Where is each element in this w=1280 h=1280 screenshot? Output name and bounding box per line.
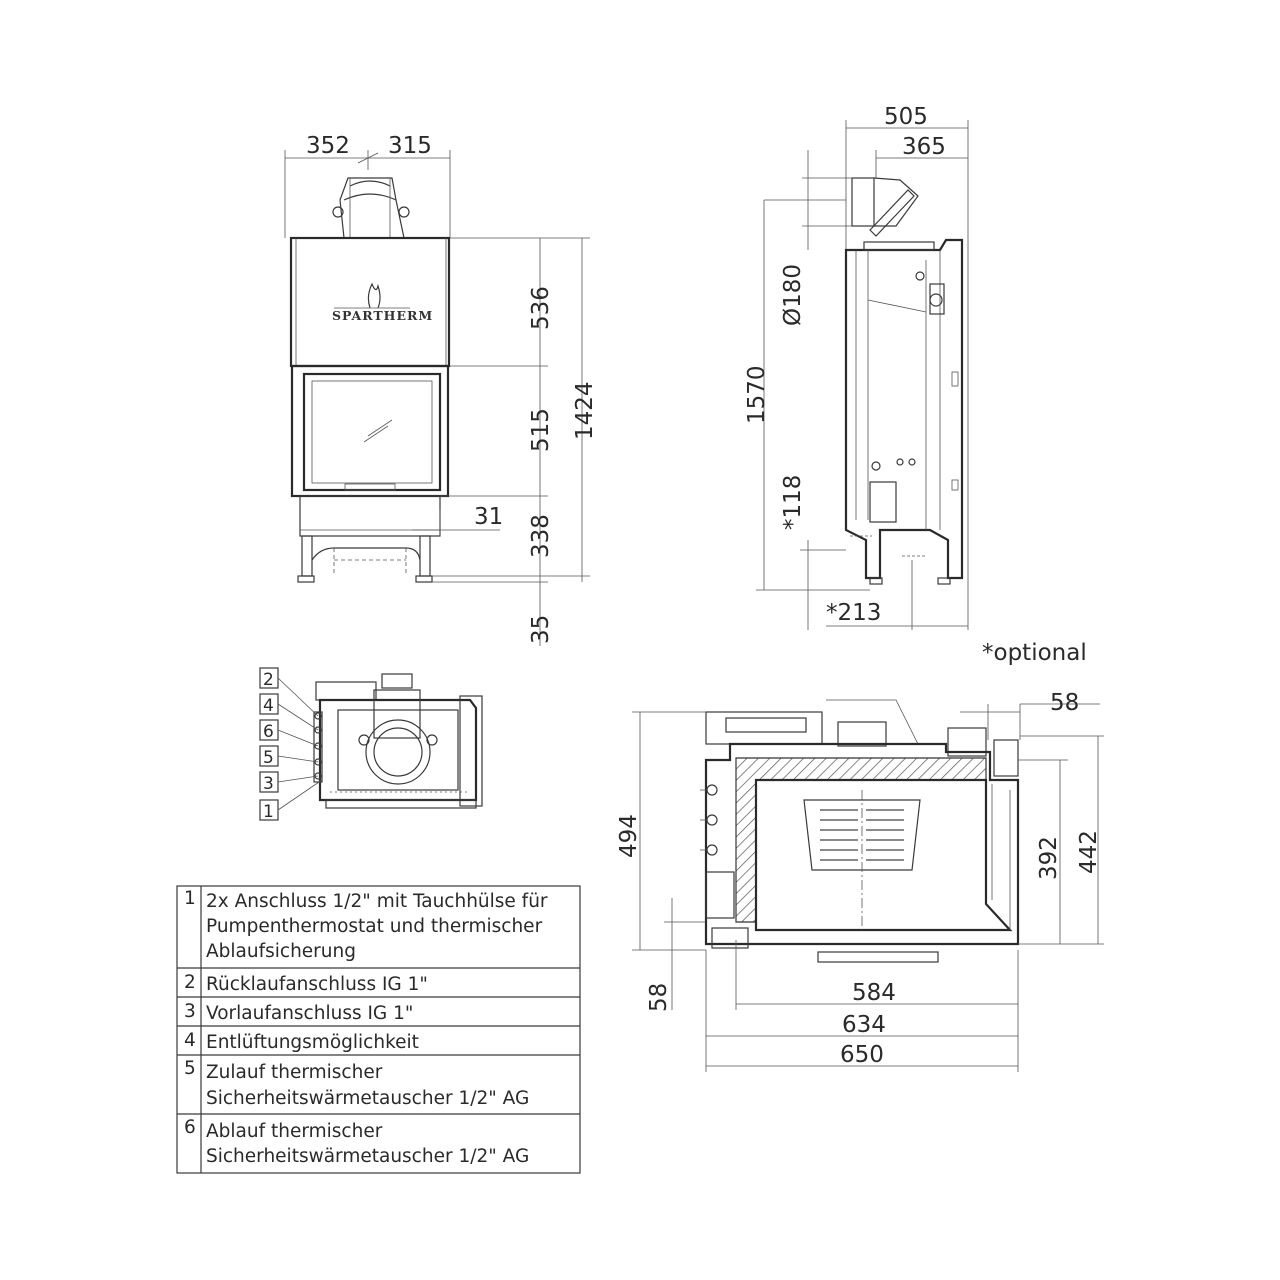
legend-6-line-2: Sicherheitswärmetauscher 1/2" AG — [206, 1146, 530, 1167]
legend-num-6: 6 — [184, 1117, 196, 1138]
front-height-35-label: 35 — [528, 614, 554, 644]
legend-num-4: 4 — [184, 1030, 196, 1051]
brand-logo: SPARTHERM — [332, 308, 434, 323]
plan-width-650-label: 650 — [840, 1042, 884, 1068]
side-optional-height-label: *118 — [780, 474, 806, 530]
side-total-height-label: 1570 — [744, 365, 770, 424]
side-view — [744, 104, 1087, 666]
plan-depth-442-label: 442 — [1076, 830, 1102, 874]
legend-1-line-1: 2x Anschluss 1/2" mit Tauchhülse für — [206, 891, 548, 912]
side-optional-depth-label: *213 — [826, 600, 882, 626]
legend-1-line-2: Pumpenthermostat und thermischer — [206, 916, 543, 937]
front-height-338-label: 338 — [528, 514, 554, 558]
connection-number-4: 4 — [263, 696, 274, 716]
front-height-536-label: 536 — [528, 286, 554, 330]
legend-6-line-1: Ablauf thermischer — [206, 1121, 383, 1142]
legend-1-line-3: Ablaufsicherung — [206, 941, 356, 962]
front-width-right-label: 315 — [388, 133, 432, 159]
plan-offset-58-label: 58 — [646, 982, 672, 1012]
plan-depth-494-label: 494 — [616, 814, 642, 858]
connection-number-6: 6 — [263, 722, 274, 742]
legend-3-line-1: Vorlaufanschluss IG 1" — [206, 1003, 414, 1024]
connection-number-2: 2 — [263, 670, 274, 690]
front-total-height-label: 1424 — [572, 381, 598, 440]
front-view — [285, 133, 598, 646]
legend-num-1: 1 — [184, 888, 196, 909]
connection-labels — [260, 668, 322, 822]
connection-number-1: 1 — [263, 802, 274, 822]
plan-view — [616, 690, 1104, 1072]
plan-width-584-label: 584 — [852, 980, 896, 1006]
legend-table — [177, 886, 580, 1173]
legend-2-line-1: Rücklaufanschluss IG 1" — [206, 974, 428, 995]
plan-width-58-label: 58 — [1050, 690, 1080, 716]
plan-depth-392-label: 392 — [1036, 836, 1062, 880]
flue-diameter-label: Ø180 — [780, 263, 806, 326]
plan-width-634-label: 634 — [842, 1012, 886, 1038]
side-width-505-label: 505 — [884, 104, 928, 130]
connection-view — [314, 674, 482, 808]
legend-4-line-1: Entlüftungsmöglichkeit — [206, 1032, 419, 1053]
legend-5-line-2: Sicherheitswärmetauscher 1/2" AG — [206, 1088, 530, 1109]
legend-num-5: 5 — [184, 1058, 196, 1079]
legend-num-2: 2 — [184, 972, 196, 993]
front-offset-label: 31 — [474, 504, 504, 530]
side-width-365-label: 365 — [902, 134, 946, 160]
connection-number-5: 5 — [263, 748, 274, 768]
legend-num-3: 3 — [184, 1001, 196, 1022]
front-width-left-label: 352 — [306, 133, 350, 159]
legend-5-line-1: Zulauf thermischer — [206, 1062, 383, 1083]
connection-number-3: 3 — [263, 774, 274, 794]
optional-note: *optional — [982, 640, 1087, 666]
front-height-515-label: 515 — [528, 408, 554, 452]
